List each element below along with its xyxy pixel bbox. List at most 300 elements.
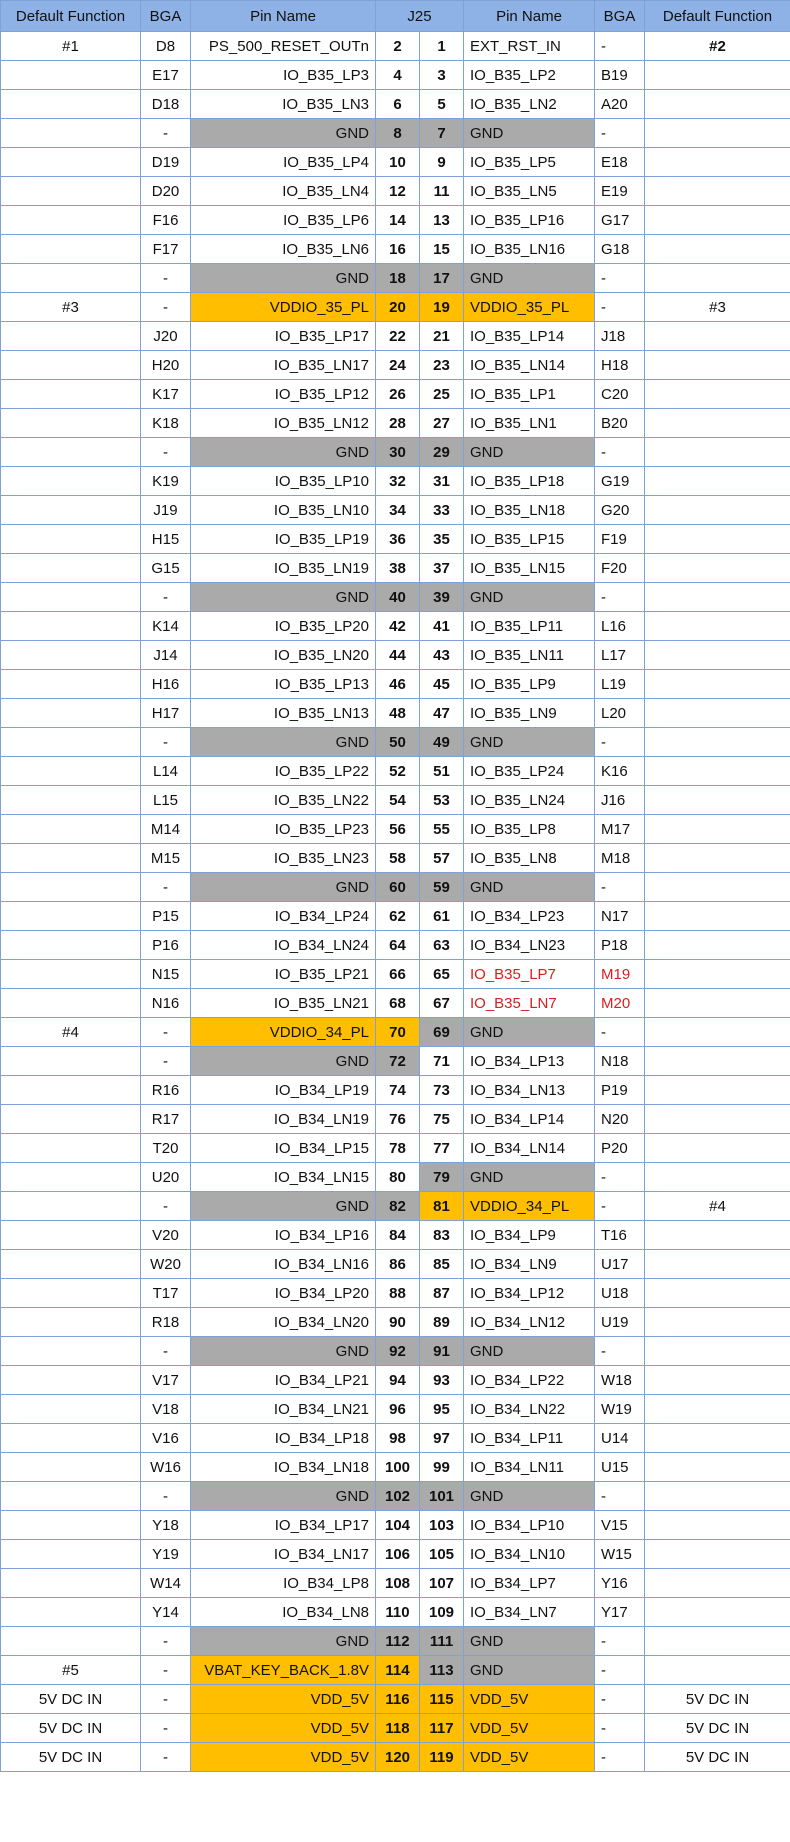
left-pin-name-cell: GND <box>191 1482 376 1511</box>
right-bga-cell: L19 <box>595 670 645 699</box>
pin-rows <box>1 32 790 1772</box>
even-pin-number-cell: 80 <box>376 1163 420 1192</box>
right-pin-name-cell: GND <box>464 583 595 612</box>
left-pin-name-cell: IO_B34_LN8 <box>191 1598 376 1627</box>
left-default-function-cell <box>1 1395 141 1424</box>
table-row <box>1 177 790 206</box>
left-default-function-cell <box>1 1279 141 1308</box>
table-row <box>1 1743 790 1772</box>
table-row <box>1 322 790 351</box>
left-default-function-cell <box>1 1192 141 1221</box>
table-row <box>1 1598 790 1627</box>
odd-pin-number-cell: 35 <box>420 525 464 554</box>
left-default-function-cell <box>1 496 141 525</box>
even-pin-number-cell: 34 <box>376 496 420 525</box>
left-pin-name-cell: IO_B34_LN21 <box>191 1395 376 1424</box>
left-default-function-cell <box>1 583 141 612</box>
table-row <box>1 902 790 931</box>
left-pin-name-cell: IO_B34_LN17 <box>191 1540 376 1569</box>
left-pin-name-cell: IO_B34_LP18 <box>191 1424 376 1453</box>
right-default-function-cell <box>645 1453 790 1482</box>
right-bga-cell: N18 <box>595 1047 645 1076</box>
right-bga-cell: M20 <box>595 989 645 1018</box>
right-pin-name-cell: GND <box>464 1627 595 1656</box>
table-row <box>1 235 790 264</box>
right-default-function-cell <box>645 322 790 351</box>
table-row <box>1 1627 790 1656</box>
left-default-function-cell <box>1 351 141 380</box>
left-pin-name-cell: IO_B34_LN24 <box>191 931 376 960</box>
right-bga-cell: G17 <box>595 206 645 235</box>
table-row <box>1 786 790 815</box>
even-pin-number-cell: 36 <box>376 525 420 554</box>
right-bga-cell: - <box>595 873 645 902</box>
even-pin-number-cell: 12 <box>376 177 420 206</box>
left-bga-cell: - <box>141 1192 191 1221</box>
right-default-function-cell <box>645 815 790 844</box>
table-row <box>1 32 790 61</box>
left-default-function-cell <box>1 902 141 931</box>
odd-pin-number-cell: 3 <box>420 61 464 90</box>
table-row <box>1 1395 790 1424</box>
left-default-function-cell <box>1 641 141 670</box>
left-pin-name-cell: IO_B35_LP13 <box>191 670 376 699</box>
even-pin-number-cell: 14 <box>376 206 420 235</box>
right-bga-cell: K16 <box>595 757 645 786</box>
right-pin-name-cell: IO_B35_LP18 <box>464 467 595 496</box>
left-default-function-cell <box>1 844 141 873</box>
left-bga-cell: H17 <box>141 699 191 728</box>
right-pin-name-cell: GND <box>464 1163 595 1192</box>
even-pin-number-cell: 50 <box>376 728 420 757</box>
left-pin-name-cell: IO_B35_LP22 <box>191 757 376 786</box>
left-bga-cell: Y14 <box>141 1598 191 1627</box>
table-row <box>1 1337 790 1366</box>
left-pin-name-cell: GND <box>191 728 376 757</box>
odd-pin-number-cell: 7 <box>420 119 464 148</box>
left-default-function-cell: #3 <box>1 293 141 322</box>
left-pin-name-cell: VDD_5V <box>191 1685 376 1714</box>
right-default-function-cell <box>645 1221 790 1250</box>
right-bga-cell: - <box>595 1163 645 1192</box>
right-pin-name-cell: GND <box>464 728 595 757</box>
right-bga-cell: - <box>595 438 645 467</box>
table-row <box>1 815 790 844</box>
odd-pin-number-cell: 87 <box>420 1279 464 1308</box>
left-default-function-cell <box>1 264 141 293</box>
right-bga-cell: A20 <box>595 90 645 119</box>
right-default-function-cell <box>645 873 790 902</box>
header-pin-name-left: Pin Name <box>191 1 376 32</box>
right-default-function-cell <box>645 1598 790 1627</box>
right-bga-cell: F19 <box>595 525 645 554</box>
left-pin-name-cell: GND <box>191 1627 376 1656</box>
right-bga-cell: - <box>595 1627 645 1656</box>
left-pin-name-cell: IO_B34_LP21 <box>191 1366 376 1395</box>
table-row <box>1 1656 790 1685</box>
left-pin-name-cell: IO_B35_LP6 <box>191 206 376 235</box>
left-bga-cell: K19 <box>141 467 191 496</box>
even-pin-number-cell: 30 <box>376 438 420 467</box>
even-pin-number-cell: 24 <box>376 351 420 380</box>
right-default-function-cell <box>645 90 790 119</box>
left-bga-cell: R18 <box>141 1308 191 1337</box>
right-pin-name-cell: VDD_5V <box>464 1714 595 1743</box>
left-bga-cell: T20 <box>141 1134 191 1163</box>
left-pin-name-cell: GND <box>191 264 376 293</box>
odd-pin-number-cell: 85 <box>420 1250 464 1279</box>
odd-pin-number-cell: 103 <box>420 1511 464 1540</box>
table-row <box>1 641 790 670</box>
left-bga-cell: M15 <box>141 844 191 873</box>
even-pin-number-cell: 102 <box>376 1482 420 1511</box>
even-pin-number-cell: 120 <box>376 1743 420 1772</box>
right-bga-cell: P18 <box>595 931 645 960</box>
odd-pin-number-cell: 109 <box>420 1598 464 1627</box>
right-pin-name-cell: IO_B34_LN7 <box>464 1598 595 1627</box>
right-default-function-cell <box>645 989 790 1018</box>
left-default-function-cell <box>1 467 141 496</box>
right-bga-cell: - <box>595 119 645 148</box>
right-bga-cell: N17 <box>595 902 645 931</box>
left-pin-name-cell: GND <box>191 1192 376 1221</box>
right-pin-name-cell: IO_B34_LN11 <box>464 1453 595 1482</box>
right-pin-name-cell: IO_B35_LN16 <box>464 235 595 264</box>
table-row <box>1 1685 790 1714</box>
table-row <box>1 467 790 496</box>
odd-pin-number-cell: 5 <box>420 90 464 119</box>
left-default-function-cell: 5V DC IN <box>1 1714 141 1743</box>
left-bga-cell: V20 <box>141 1221 191 1250</box>
left-pin-name-cell: IO_B35_LP3 <box>191 61 376 90</box>
right-pin-name-cell: IO_B34_LP12 <box>464 1279 595 1308</box>
header-bga-right: BGA <box>595 1 645 32</box>
right-default-function-cell <box>645 409 790 438</box>
right-default-function-cell <box>645 554 790 583</box>
left-pin-name-cell: IO_B35_LP10 <box>191 467 376 496</box>
table-row <box>1 1453 790 1482</box>
right-bga-cell: V15 <box>595 1511 645 1540</box>
left-bga-cell: - <box>141 728 191 757</box>
left-bga-cell: Y19 <box>141 1540 191 1569</box>
left-bga-cell: R16 <box>141 1076 191 1105</box>
left-bga-cell: K18 <box>141 409 191 438</box>
left-default-function-cell <box>1 119 141 148</box>
right-bga-cell: - <box>595 1337 645 1366</box>
odd-pin-number-cell: 93 <box>420 1366 464 1395</box>
left-default-function-cell <box>1 670 141 699</box>
left-default-function-cell: #4 <box>1 1018 141 1047</box>
left-bga-cell: M14 <box>141 815 191 844</box>
odd-pin-number-cell: 43 <box>420 641 464 670</box>
right-pin-name-cell: IO_B35_LN5 <box>464 177 595 206</box>
even-pin-number-cell: 78 <box>376 1134 420 1163</box>
left-pin-name-cell: IO_B35_LN12 <box>191 409 376 438</box>
left-pin-name-cell: IO_B35_LP21 <box>191 960 376 989</box>
left-pin-name-cell: IO_B35_LN17 <box>191 351 376 380</box>
left-default-function-cell <box>1 1221 141 1250</box>
right-pin-name-cell: IO_B34_LP11 <box>464 1424 595 1453</box>
right-bga-cell: - <box>595 1714 645 1743</box>
right-default-function-cell <box>645 1569 790 1598</box>
right-pin-name-cell: GND <box>464 438 595 467</box>
right-pin-name-cell: VDDIO_34_PL <box>464 1192 595 1221</box>
right-bga-cell: L16 <box>595 612 645 641</box>
right-default-function-cell <box>645 1250 790 1279</box>
left-default-function-cell <box>1 1134 141 1163</box>
left-default-function-cell <box>1 148 141 177</box>
even-pin-number-cell: 38 <box>376 554 420 583</box>
even-pin-number-cell: 100 <box>376 1453 420 1482</box>
right-bga-cell: M18 <box>595 844 645 873</box>
right-pin-name-cell: IO_B34_LP23 <box>464 902 595 931</box>
right-bga-cell: - <box>595 293 645 322</box>
left-pin-name-cell: IO_B34_LN19 <box>191 1105 376 1134</box>
left-bga-cell: F17 <box>141 235 191 264</box>
table-row <box>1 1714 790 1743</box>
right-bga-cell: W18 <box>595 1366 645 1395</box>
right-bga-cell: J16 <box>595 786 645 815</box>
right-default-function-cell <box>645 1627 790 1656</box>
even-pin-number-cell: 10 <box>376 148 420 177</box>
right-default-function-cell <box>645 351 790 380</box>
left-default-function-cell: #5 <box>1 1656 141 1685</box>
left-default-function-cell: #1 <box>1 32 141 61</box>
right-default-function-cell <box>645 148 790 177</box>
even-pin-number-cell: 94 <box>376 1366 420 1395</box>
even-pin-number-cell: 72 <box>376 1047 420 1076</box>
table-row <box>1 206 790 235</box>
even-pin-number-cell: 106 <box>376 1540 420 1569</box>
left-pin-name-cell: GND <box>191 583 376 612</box>
left-bga-cell: R17 <box>141 1105 191 1134</box>
table-row <box>1 583 790 612</box>
right-default-function-cell: #3 <box>645 293 790 322</box>
left-bga-cell: - <box>141 1018 191 1047</box>
odd-pin-number-cell: 25 <box>420 380 464 409</box>
right-default-function-cell <box>645 844 790 873</box>
left-bga-cell: U20 <box>141 1163 191 1192</box>
even-pin-number-cell: 52 <box>376 757 420 786</box>
right-default-function-cell: 5V DC IN <box>645 1743 790 1772</box>
table-row <box>1 264 790 293</box>
left-bga-cell: - <box>141 1047 191 1076</box>
even-pin-number-cell: 112 <box>376 1627 420 1656</box>
left-default-function-cell <box>1 554 141 583</box>
even-pin-number-cell: 116 <box>376 1685 420 1714</box>
left-default-function-cell <box>1 1366 141 1395</box>
right-bga-cell: U19 <box>595 1308 645 1337</box>
right-default-function-cell <box>645 1424 790 1453</box>
right-default-function-cell: #2 <box>645 32 790 61</box>
left-pin-name-cell: GND <box>191 873 376 902</box>
left-default-function-cell <box>1 960 141 989</box>
left-bga-cell: Y18 <box>141 1511 191 1540</box>
even-pin-number-cell: 22 <box>376 322 420 351</box>
odd-pin-number-cell: 71 <box>420 1047 464 1076</box>
left-pin-name-cell: IO_B35_LN4 <box>191 177 376 206</box>
right-pin-name-cell: IO_B34_LP22 <box>464 1366 595 1395</box>
right-bga-cell: U15 <box>595 1453 645 1482</box>
right-default-function-cell <box>645 206 790 235</box>
right-bga-cell: C20 <box>595 380 645 409</box>
right-default-function-cell <box>645 641 790 670</box>
right-default-function-cell <box>645 699 790 728</box>
left-bga-cell: J20 <box>141 322 191 351</box>
left-bga-cell: P15 <box>141 902 191 931</box>
right-bga-cell: M17 <box>595 815 645 844</box>
table-row <box>1 670 790 699</box>
right-default-function-cell <box>645 1337 790 1366</box>
odd-pin-number-cell: 57 <box>420 844 464 873</box>
left-bga-cell: J19 <box>141 496 191 525</box>
left-default-function-cell: 5V DC IN <box>1 1743 141 1772</box>
odd-pin-number-cell: 19 <box>420 293 464 322</box>
right-bga-cell: T16 <box>595 1221 645 1250</box>
right-default-function-cell <box>645 583 790 612</box>
left-default-function-cell <box>1 235 141 264</box>
even-pin-number-cell: 96 <box>376 1395 420 1424</box>
right-pin-name-cell: IO_B34_LN14 <box>464 1134 595 1163</box>
left-bga-cell: D20 <box>141 177 191 206</box>
right-pin-name-cell: IO_B34_LN9 <box>464 1250 595 1279</box>
odd-pin-number-cell: 73 <box>420 1076 464 1105</box>
table-row <box>1 351 790 380</box>
right-pin-name-cell: IO_B35_LN1 <box>464 409 595 438</box>
even-pin-number-cell: 44 <box>376 641 420 670</box>
odd-pin-number-cell: 77 <box>420 1134 464 1163</box>
right-pin-name-cell: VDD_5V <box>464 1743 595 1772</box>
odd-pin-number-cell: 33 <box>420 496 464 525</box>
left-bga-cell: N15 <box>141 960 191 989</box>
left-bga-cell: N16 <box>141 989 191 1018</box>
table-row <box>1 1482 790 1511</box>
left-bga-cell: V18 <box>141 1395 191 1424</box>
right-default-function-cell <box>645 119 790 148</box>
left-pin-name-cell: GND <box>191 1047 376 1076</box>
table-row <box>1 873 790 902</box>
even-pin-number-cell: 66 <box>376 960 420 989</box>
right-bga-cell: H18 <box>595 351 645 380</box>
right-bga-cell: Y17 <box>595 1598 645 1627</box>
right-pin-name-cell: IO_B35_LP15 <box>464 525 595 554</box>
table-row <box>1 1569 790 1598</box>
table-row <box>1 1511 790 1540</box>
left-pin-name-cell: IO_B35_LN19 <box>191 554 376 583</box>
right-default-function-cell <box>645 1047 790 1076</box>
left-pin-name-cell: IO_B35_LN6 <box>191 235 376 264</box>
odd-pin-number-cell: 107 <box>420 1569 464 1598</box>
left-default-function-cell <box>1 1047 141 1076</box>
left-bga-cell: - <box>141 293 191 322</box>
left-default-function-cell <box>1 1250 141 1279</box>
odd-pin-number-cell: 53 <box>420 786 464 815</box>
right-pin-name-cell: GND <box>464 1482 595 1511</box>
even-pin-number-cell: 118 <box>376 1714 420 1743</box>
right-pin-name-cell: IO_B35_LP14 <box>464 322 595 351</box>
table-row <box>1 1134 790 1163</box>
left-default-function-cell <box>1 1540 141 1569</box>
odd-pin-number-cell: 79 <box>420 1163 464 1192</box>
right-pin-name-cell: GND <box>464 119 595 148</box>
odd-pin-number-cell: 97 <box>420 1424 464 1453</box>
right-bga-cell: - <box>595 1192 645 1221</box>
left-bga-cell: - <box>141 1743 191 1772</box>
odd-pin-number-cell: 111 <box>420 1627 464 1656</box>
right-bga-cell: - <box>595 1656 645 1685</box>
odd-pin-number-cell: 39 <box>420 583 464 612</box>
left-default-function-cell <box>1 728 141 757</box>
table-row <box>1 931 790 960</box>
left-bga-cell: - <box>141 1482 191 1511</box>
right-pin-name-cell: IO_B34_LP10 <box>464 1511 595 1540</box>
right-bga-cell: - <box>595 1685 645 1714</box>
odd-pin-number-cell: 99 <box>420 1453 464 1482</box>
right-bga-cell: B19 <box>595 61 645 90</box>
left-default-function-cell <box>1 1163 141 1192</box>
right-bga-cell: G19 <box>595 467 645 496</box>
right-pin-name-cell: IO_B35_LN24 <box>464 786 595 815</box>
odd-pin-number-cell: 31 <box>420 467 464 496</box>
even-pin-number-cell: 26 <box>376 380 420 409</box>
table-row <box>1 1047 790 1076</box>
right-pin-name-cell: IO_B35_LN7 <box>464 989 595 1018</box>
left-pin-name-cell: IO_B35_LP19 <box>191 525 376 554</box>
right-bga-cell: E19 <box>595 177 645 206</box>
left-default-function-cell <box>1 409 141 438</box>
even-pin-number-cell: 90 <box>376 1308 420 1337</box>
odd-pin-number-cell: 119 <box>420 1743 464 1772</box>
header-pin-name-right: Pin Name <box>464 1 595 32</box>
right-default-function-cell <box>645 1308 790 1337</box>
right-pin-name-cell: EXT_RST_IN <box>464 32 595 61</box>
even-pin-number-cell: 86 <box>376 1250 420 1279</box>
table-row <box>1 1018 790 1047</box>
left-bga-cell: W20 <box>141 1250 191 1279</box>
left-default-function-cell <box>1 1627 141 1656</box>
odd-pin-number-cell: 81 <box>420 1192 464 1221</box>
odd-pin-number-cell: 51 <box>420 757 464 786</box>
right-default-function-cell <box>645 1395 790 1424</box>
left-default-function-cell <box>1 177 141 206</box>
left-bga-cell: H15 <box>141 525 191 554</box>
right-bga-cell: - <box>595 1743 645 1772</box>
left-pin-name-cell: IO_B35_LN20 <box>191 641 376 670</box>
odd-pin-number-cell: 65 <box>420 960 464 989</box>
left-default-function-cell <box>1 1105 141 1134</box>
table-row <box>1 61 790 90</box>
right-bga-cell: W19 <box>595 1395 645 1424</box>
right-default-function-cell <box>645 525 790 554</box>
even-pin-number-cell: 32 <box>376 467 420 496</box>
right-default-function-cell <box>645 1105 790 1134</box>
left-pin-name-cell: IO_B34_LP19 <box>191 1076 376 1105</box>
right-default-function-cell <box>645 1540 790 1569</box>
right-pin-name-cell: GND <box>464 873 595 902</box>
left-pin-name-cell: VDDIO_34_PL <box>191 1018 376 1047</box>
even-pin-number-cell: 56 <box>376 815 420 844</box>
odd-pin-number-cell: 61 <box>420 902 464 931</box>
right-default-function-cell <box>645 1279 790 1308</box>
odd-pin-number-cell: 41 <box>420 612 464 641</box>
table-row <box>1 699 790 728</box>
right-pin-name-cell: IO_B35_LP16 <box>464 206 595 235</box>
header-default-function-right: Default Function <box>645 1 790 32</box>
left-bga-cell: W16 <box>141 1453 191 1482</box>
right-pin-name-cell: IO_B34_LP13 <box>464 1047 595 1076</box>
right-default-function-cell <box>645 264 790 293</box>
even-pin-number-cell: 82 <box>376 1192 420 1221</box>
